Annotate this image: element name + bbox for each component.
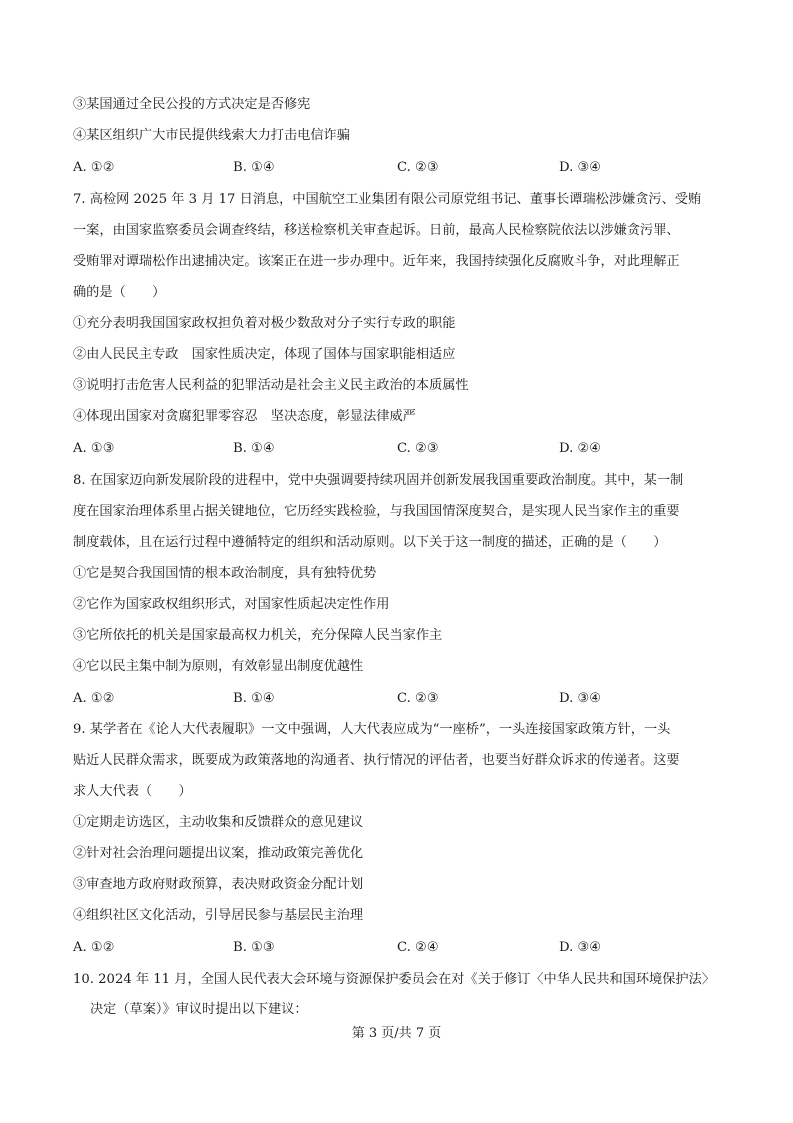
q7-item-1: ①充分表明我国国家政权担负着对极少数敌对分子实行专政的职能: [73, 316, 456, 331]
option-b: B. ①③: [233, 940, 275, 955]
q8-stem-line-1: 8. 在国家迈向新发展阶段的进程中，党中央强调要持续巩固并创新发展我国重要政治制度。其中，某一制: [73, 473, 684, 488]
q7-item-3: ③说明打击危害人民利益的犯罪活动是社会主义民主政治的本质属性: [73, 378, 469, 393]
option-c: C. ②③: [397, 160, 439, 175]
q7-item-2: ②由人民民主专政 国家性质决定，体现了国体与国家职能相适应: [73, 347, 456, 362]
q9-stem-line-1: 9. 某学者在《论人大代表履职》一文中强调，人大代表应成为“一座桥”，一头连接国家政策方针，一头: [73, 722, 671, 737]
q7-stem-line-4: 确的是（ ）: [73, 285, 166, 300]
q7-stem-line-3: 受贿罪对谭瑞松作出逮捕决定。该案正在进一步办理中。近年来，我国持续强化反腐败斗争，对此理解正: [73, 254, 680, 269]
option-c: C. ②④: [397, 940, 439, 955]
option-d: D. ③④: [559, 691, 602, 706]
option-d: D. ③④: [559, 160, 602, 175]
q10-stem-line-2: 决定（草案）》审议时提出以下建议：: [90, 1002, 308, 1017]
pre-item-4: ④某区组织广大市民提供线索大力打击电信诈骗: [73, 128, 350, 143]
q7-options: [73, 439, 723, 459]
option-b: B. ①④: [233, 691, 275, 706]
q9-item-2: ②针对社会治理问题提出议案，推动政策完善优化: [73, 846, 364, 861]
option-b: B. ①④: [233, 160, 275, 175]
option-a: A. ①②: [73, 160, 115, 175]
q9-stem-line-3: 求人大代表（ ）: [73, 784, 192, 799]
option-a: A. ①②: [73, 691, 115, 706]
option-c: C. ②③: [397, 441, 439, 456]
q7-stem-line-2: 一案，由国家监察委员会调查终结，移送检察机关审查起诉。日前，最高人民检察院依法以涉嫌贪污罪、: [73, 223, 680, 238]
page-number: 第 3 页/共 7 页: [351, 1026, 442, 1041]
q9-options: [73, 938, 723, 958]
option-d: D. ②④: [559, 441, 602, 456]
option-a: A. ①③: [73, 441, 115, 456]
q8-options: [73, 689, 723, 709]
q9-stem-line-2: 贴近人民群众需求，既要成为政策落地的沟通者、执行情况的评估者，也要当好群众诉求的传递者。这要: [73, 753, 680, 768]
q8-item-3: ③它所依托的机关是国家最高权力机关，充分保障人民当家作主: [73, 628, 443, 643]
option-b: B. ①④: [233, 441, 275, 456]
q8-item-1: ①它是契合我国国情的根本政治制度，具有独特优势: [73, 566, 377, 581]
q9-item-1: ①定期走访选区，主动收集和反馈群众的意见建议: [73, 815, 364, 830]
option-d: D. ③④: [559, 940, 602, 955]
q8-item-4: ④它以民主集中制为原则，有效彰显出制度优越性: [73, 659, 364, 674]
option-c: C. ②③: [397, 691, 439, 706]
q9-item-4: ④组织社区文化活动，引导居民参与基层民主治理: [73, 908, 364, 923]
q7-item-4: ④体现出国家对贪腐犯罪零容忍 坚决态度，彰显法律威严: [73, 409, 416, 424]
q8-stem-line-2: 度在国家治理体系里占据关键地位，它历经实践检验，与我国国情深度契合，是实现人民当家作主的重要: [73, 504, 680, 519]
pre-options: [73, 158, 723, 178]
q9-item-3: ③审查地方政府财政预算，表决财政资金分配计划: [73, 877, 364, 892]
option-a: A. ①②: [73, 940, 115, 955]
q10-stem-line-1: 10. 2024 年 11 月，全国人民代表大会环境与资源保护委员会在对《关于修订〈中华人民共和国环境保护法〉: [73, 972, 715, 987]
q8-item-2: ②它作为国家政权组织形式，对国家性质起决定性作用: [73, 597, 390, 612]
q7-stem-line-1: 7. 高检网 2025 年 3 月 17 日消息，中国航空工业集团有限公司原党组书记、董事长谭瑞松涉嫌贪污、受贿: [73, 192, 702, 207]
pre-item-3: ③某国通过全民公投的方式决定是否修宪: [73, 97, 311, 112]
q8-stem-line-3: 制度载体，且在运行过程中遵循特定的组织和活动原则。以下关于这一制度的描述，正确的是（ ）: [73, 535, 667, 550]
